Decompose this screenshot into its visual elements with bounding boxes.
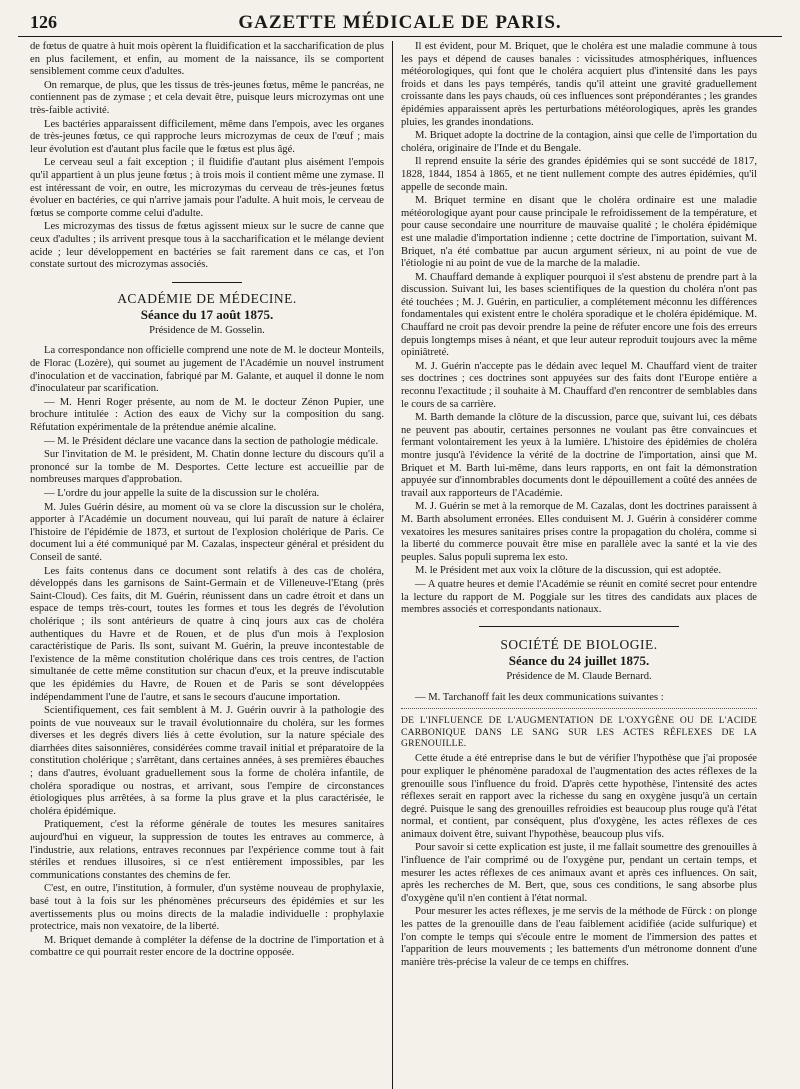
paragraph: Il est évident, pour M. Briquet, que le choléra est une maladie commune à tous les pays et dépend de causes banales : vicissitudes atmosphériques, influences météorologiques, qui font que le choléra acquiert plus d'intensité dans les pays froids et dans les pays tempérés, tandis qu'il atteint une gravité graduellement croissante dans les pays chauds, où ces influences sont prépondérantes ; les grandes épidémies apparaissent après les perturbations météorologiques, après les grandes pluies, les grandes inondations. — [401, 41, 757, 128]
session-title: Séance du 17 août 1875. — [140, 307, 274, 323]
section-title: ACADÉMIE DE MÉDECINE. — [117, 290, 297, 306]
right-column — [393, 41, 767, 1089]
paragraph: M. Barth demande la clôture de la discussion, parce que, suivant lui, ces débats ne peuvent pas aboutir, certaines personnes ne voulant pas être convaincues et fermant volontairement les yeux à la lumière. L'histoire des épidémies de choléra montre jusqu'à l'évidence la vérité de la doctrine de l'importation, ainsi que M. Briquet et M. Barth lui-même, dans leurs rapports, en ont fait la démonstration appuyée sur d'innombrables documents dont le dépouillement a coûté des années de travail aux rapporteurs de l'Académie. — [401, 412, 757, 499]
subsection-title: DE L'INFLUENCE DE L'AUGMENTATION DE L'OXYGÈNE OU DE L'ACIDE CARBONIQUE DANS LE SANG SUR LES ACTES RÉFLEXES DE LA GRENOUILLE. — [401, 715, 757, 749]
paragraph: M. Briquet adopte la doctrine de la contagion, ainsi que celle de l'importation du choléra, originaire de l'Inde et du Bengale. — [401, 130, 757, 154]
paragraph: Le cerveau seul a fait exception ; il fluidifie d'autant plus aisément l'empois qu'il appartient à un plus jeune fœtus ; à trois mois il contient même une zymase. Il est intéressant de voir, en outre, les microzymas du cerveau de très-jeunes fœtus évoluer en bactéries, ce qui n'arrive jamais pour l'adulte. A huit mois, le cerveau de fœtus se comporte comme celui d'adulte. — [30, 157, 384, 219]
paragraph: M. J. Guérin se met à la remorque de M. Cazalas, dont les doctrines paraissent à M. Barth absolument erronées. Elles conduisent M. J. Guérin à considérer comme vexatoires les mesures sanitaires prises contre la propagation du choléra, comme si la liberté du commerce pouvait être mise en parallèle avec la santé et la vie des peuples. Salus populi suprema lex esto. — [401, 501, 757, 563]
journal-title: GAZETTE MÉDICALE DE PARIS. — [238, 12, 562, 33]
paragraph: M. Chauffard demande à expliquer pourquoi il s'est abstenu de prendre part à la discussion. Suivant lui, les bases scientifiques de la question du choléra n'ont pas été touchées ; M. J. Guérin, en particulier, a complétement méconnu les différences fondamentales qui existent entre le choléra sporadique et le choléra épidémique. M. Chauffard ne croit pas devoir prendre la peine de réfuter encore une fois des erreurs depuis longtemps mises à néant, et que leur auteur reproduit toujours avec la même opiniâtreté. — [401, 271, 757, 359]
paragraph: On remarque, de plus, que les tissus de très-jeunes fœtus, même le pancréas, ne contiennent pas de zymase ; et cela devait être, puisque leurs microzymas ont une très-faible activité. — [30, 79, 384, 116]
paragraph: de fœtus de quatre à huit mois opèrent la fluidification et la saccharification de plus en plus facilement, et enfin, au moment de la naissance, ils se comportent sensiblement comme ceux d'adultes. — [30, 41, 384, 78]
presidence-line: Présidence de M. Gosselin. — [149, 324, 265, 336]
paragraph: — A quatre heures et demie l'Académie se réunit en comité secret pour entendre la lecture du rapport de M. Poggiale sur les titres des candidats aux places de membres associés et correspondants nationaux. — [401, 578, 757, 616]
paragraph: La correspondance non officielle comprend une note de M. le docteur Monteils, de Florac (Lozère), qui soumet au jugement de l'Académie un nouvel instrument d'inoculation et de vaccination, fabriqué par M. Galante, et auquel il donne le nom d'inoculateur par scarification. — [30, 345, 384, 395]
paragraph: Les faits contenus dans ce document sont relatifs à des cas de choléra, développés dans les garnisons de Saint-Germain et de Villeneuve-l'Etang (près Saint-Cloud). Ces faits, dit M. Guérin, réunissent dans un cadre étroit et dans un espace de temps très-court, toutes les formes et tous les degrés de l'évolution cholérique ; ils sont antérieurs de quatre à cinq jours aux cas de choléra authentiques du Havre et de Rouen, et de plus d'un mois à l'explosion caractéristique de Paris. Ils sont, suivant M. Guérin, la preuve incontestable de l'existence de la même constitution cholérique dans ces trois centres, de l'action simultanée de cette même constitution sur chacun d'eux, et la preuve indiscutable que les épidémies du Havre, de Rouen et de Paris se sont développées indépendamment l'une de l'autre, et sans le secours d'aucune importation. — [30, 565, 384, 703]
dotted-divider — [401, 708, 757, 709]
paragraph: Pour savoir si cette explication est juste, il me fallait soumettre des grenouilles à l'influence de l'air comprimé ou de l'oxygène pur, pendant un certain temps, et mesurer les actes réflexes de ces animaux avant et après ces influences. On sait, après les recherches de M. Bert, que, sous ces conditions, le sang absorbe plus d'oxygène qu'il n'en contient à l'état normal. — [401, 842, 757, 904]
paragraph: Il reprend ensuite la série des grandes épidémies qui se sont succédé de 1817, 1828, 1844, 1854 à 1865, et ne tient nullement compte des autres épidémies, qu'il appelle de seconde main. — [401, 156, 757, 193]
page-number: 126 — [30, 12, 57, 32]
section-title: SOCIÉTÉ DE BIOLOGIE. — [500, 636, 658, 652]
presidence-line: Présidence de M. Claude Bernard. — [506, 670, 652, 682]
section-divider — [479, 626, 679, 627]
paragraph: Pratiquement, c'est la réforme générale de toutes les mesures sanitaires aujourd'hui en vigueur, la suppression de toutes les entraves au commerce, à l'industrie, aux relations, entraves reconnues par l'expérience comme tout à fait stériles et rendues illusoires, si ce n'est entièrement impossibles, par les communications constantes des chemins de fer. — [30, 819, 384, 881]
paragraph: M. J. Guérin n'accepte pas le dédain avec lequel M. Chauffard vient de traiter ses doctrines ; ces doctrines sont appuyées sur des faits dont l'Europe entière a reconnu l'exactitude ; il souhaite à M. Chauffard d'en rencontrer de semblables dans le cours de sa carrière. — [401, 360, 757, 410]
paragraph: — M. Henri Roger présente, au nom de M. le docteur Zénon Pupier, une brochure intitulée : Action des eaux de Vichy sur la composition du sang. Réfutation expérimentale de la prétendue anémie alcaline. — [30, 396, 384, 434]
left-column — [18, 41, 392, 1089]
paragraph: Cette étude a été entreprise dans le but de vérifier l'hypothèse que j'ai proposée pour expliquer le phénomène paradoxal de l'augmentation des actes réflexes de la grenouille sous l'influence du froid. D'après cette hypothèse, l'intensité des actes réflexes serait en rapport avec la richesse du sang en oxygène jusqu'à un certain degré. Puisque le sang des grenouilles refroidies est beaucoup plus rouge qu'à l'état normal, et contient, par conséquent, plus d'oxygène, les actes réflexes de ces animaux doivent être, suivant l'hypothèse, beaucoup plus vifs. — [401, 753, 757, 840]
paragraph: — M. Tarchanoff fait les deux communications suivantes : — [415, 691, 664, 703]
paragraph: C'est, en outre, l'institution, à formuler, d'un système nouveau de prophylaxie, basé tout à la fois sur les phénomènes précurseurs des épidémies et sur les avertissements plus ou moins directs de la maladie individuelle : prophylaxie protectrice, mais non vexatoire, de la liberté. — [30, 883, 384, 933]
paragraph: M. Briquet demande à compléter la défense de la doctrine de l'importation et à combattre ce qui pourrait rester encore de la doctrine opposée. — [30, 934, 384, 959]
paragraph: Pour mesurer les actes réflexes, je me servis de la méthode de Fürck : on plonge les pattes de la grenouille dans de l'eau faiblement acidifiée (acide sulfurique) et l'on compte le temps qui s'écoule entre le moment de l'immersion des pattes et l'apparition de leurs mouvements ; les battements d'un métronome donnent d'une manière très-précise la valeur de ce temps en chiffres. — [401, 906, 757, 968]
paragraph: Les bactéries apparaissent difficilement, même dans l'empois, avec les organes de très-jeunes fœtus, ce qui rapproche leurs microzymas de ceux de l'œuf ; mais leur évolution est d'autant plus facile que le fœtus est plus âgé. — [30, 118, 384, 155]
paragraph: M. le Président met aux voix la clôture de la discussion, qui est adoptée. — [415, 565, 721, 577]
session-title: Séance du 24 juillet 1875. — [508, 653, 650, 669]
paragraph: M. Jules Guérin désire, au moment où va se clore la discussion sur le choléra, apporter à l'Académie un document nouveau, qui lui paraît de nature à éclairer l'histoire de l'épidémie de 1873, et surtout de l'explosion cholérique de Paris. Ce document lui a été communiqué par M. Cazalas, inspecteur général et président du Conseil de santé. — [30, 501, 384, 563]
section-divider — [172, 282, 242, 283]
paragraph: M. Briquet termine en disant que le choléra ordinaire est une maladie météorologique ayant pour cause principale le refroidissement de la température, et pour cause secondaire une nourriture de mauvaise qualité ; le choléra épidémique est une maladie d'importation indienne ; cette doctrine de l'importation, suivant M. Briquet, n'a été combattue par aucun argument sérieux, ni au point de vue de l'étiologie ni au point de vue de la marche de la maladie. — [401, 195, 757, 270]
paragraph: Sur l'invitation de M. le président, M. Chatin donne lecture du discours qu'il a prononcé sur la tombe de M. Desportes. Cette lecture est accueillie par de nombreuses marques d'approbation. — [30, 449, 384, 486]
paragraph: Les microzymas des tissus de fœtus agissent mieux sur le sucre de canne que ceux d'adultes ; ils arrivent presque tous à la saccharification et le mélange devient acide ; leur développement en bactéries se fait rarement dans ce cas, et l'on constate surtout des microzymas associés. — [30, 221, 384, 271]
paragraph: — M. le Président déclare une vacance dans la section de pathologie médicale. — [44, 435, 379, 447]
page-header — [18, 10, 782, 37]
paragraph: Scientifiquement, ces fait semblent à M. J. Guérin ouvrir à la pathologie des points de vue nouveaux sur le travail évolutionnaire du choléra, sur les formes diverses et les degrés divers liés à cette évolution, sur la nature spéciale des diarrhées dites saisonnières, considérées comme travail initial et préparatoire de la constitution cholérique ; s'arrêtant, dans certaines années, à ses premières ébauches ; dans d'autres, évoluant graduellement sous la forme de choléra infantile, de choléra sporadique ou nostras, et arrivant, sous l'empire de circonstances étiologiques plus arrêtées, à sa forme la plus grave et la plus caractérisée, le choléra épidémique. — [30, 705, 384, 817]
paragraph: — L'ordre du jour appelle la suite de la discussion sur le choléra. — [44, 488, 320, 499]
